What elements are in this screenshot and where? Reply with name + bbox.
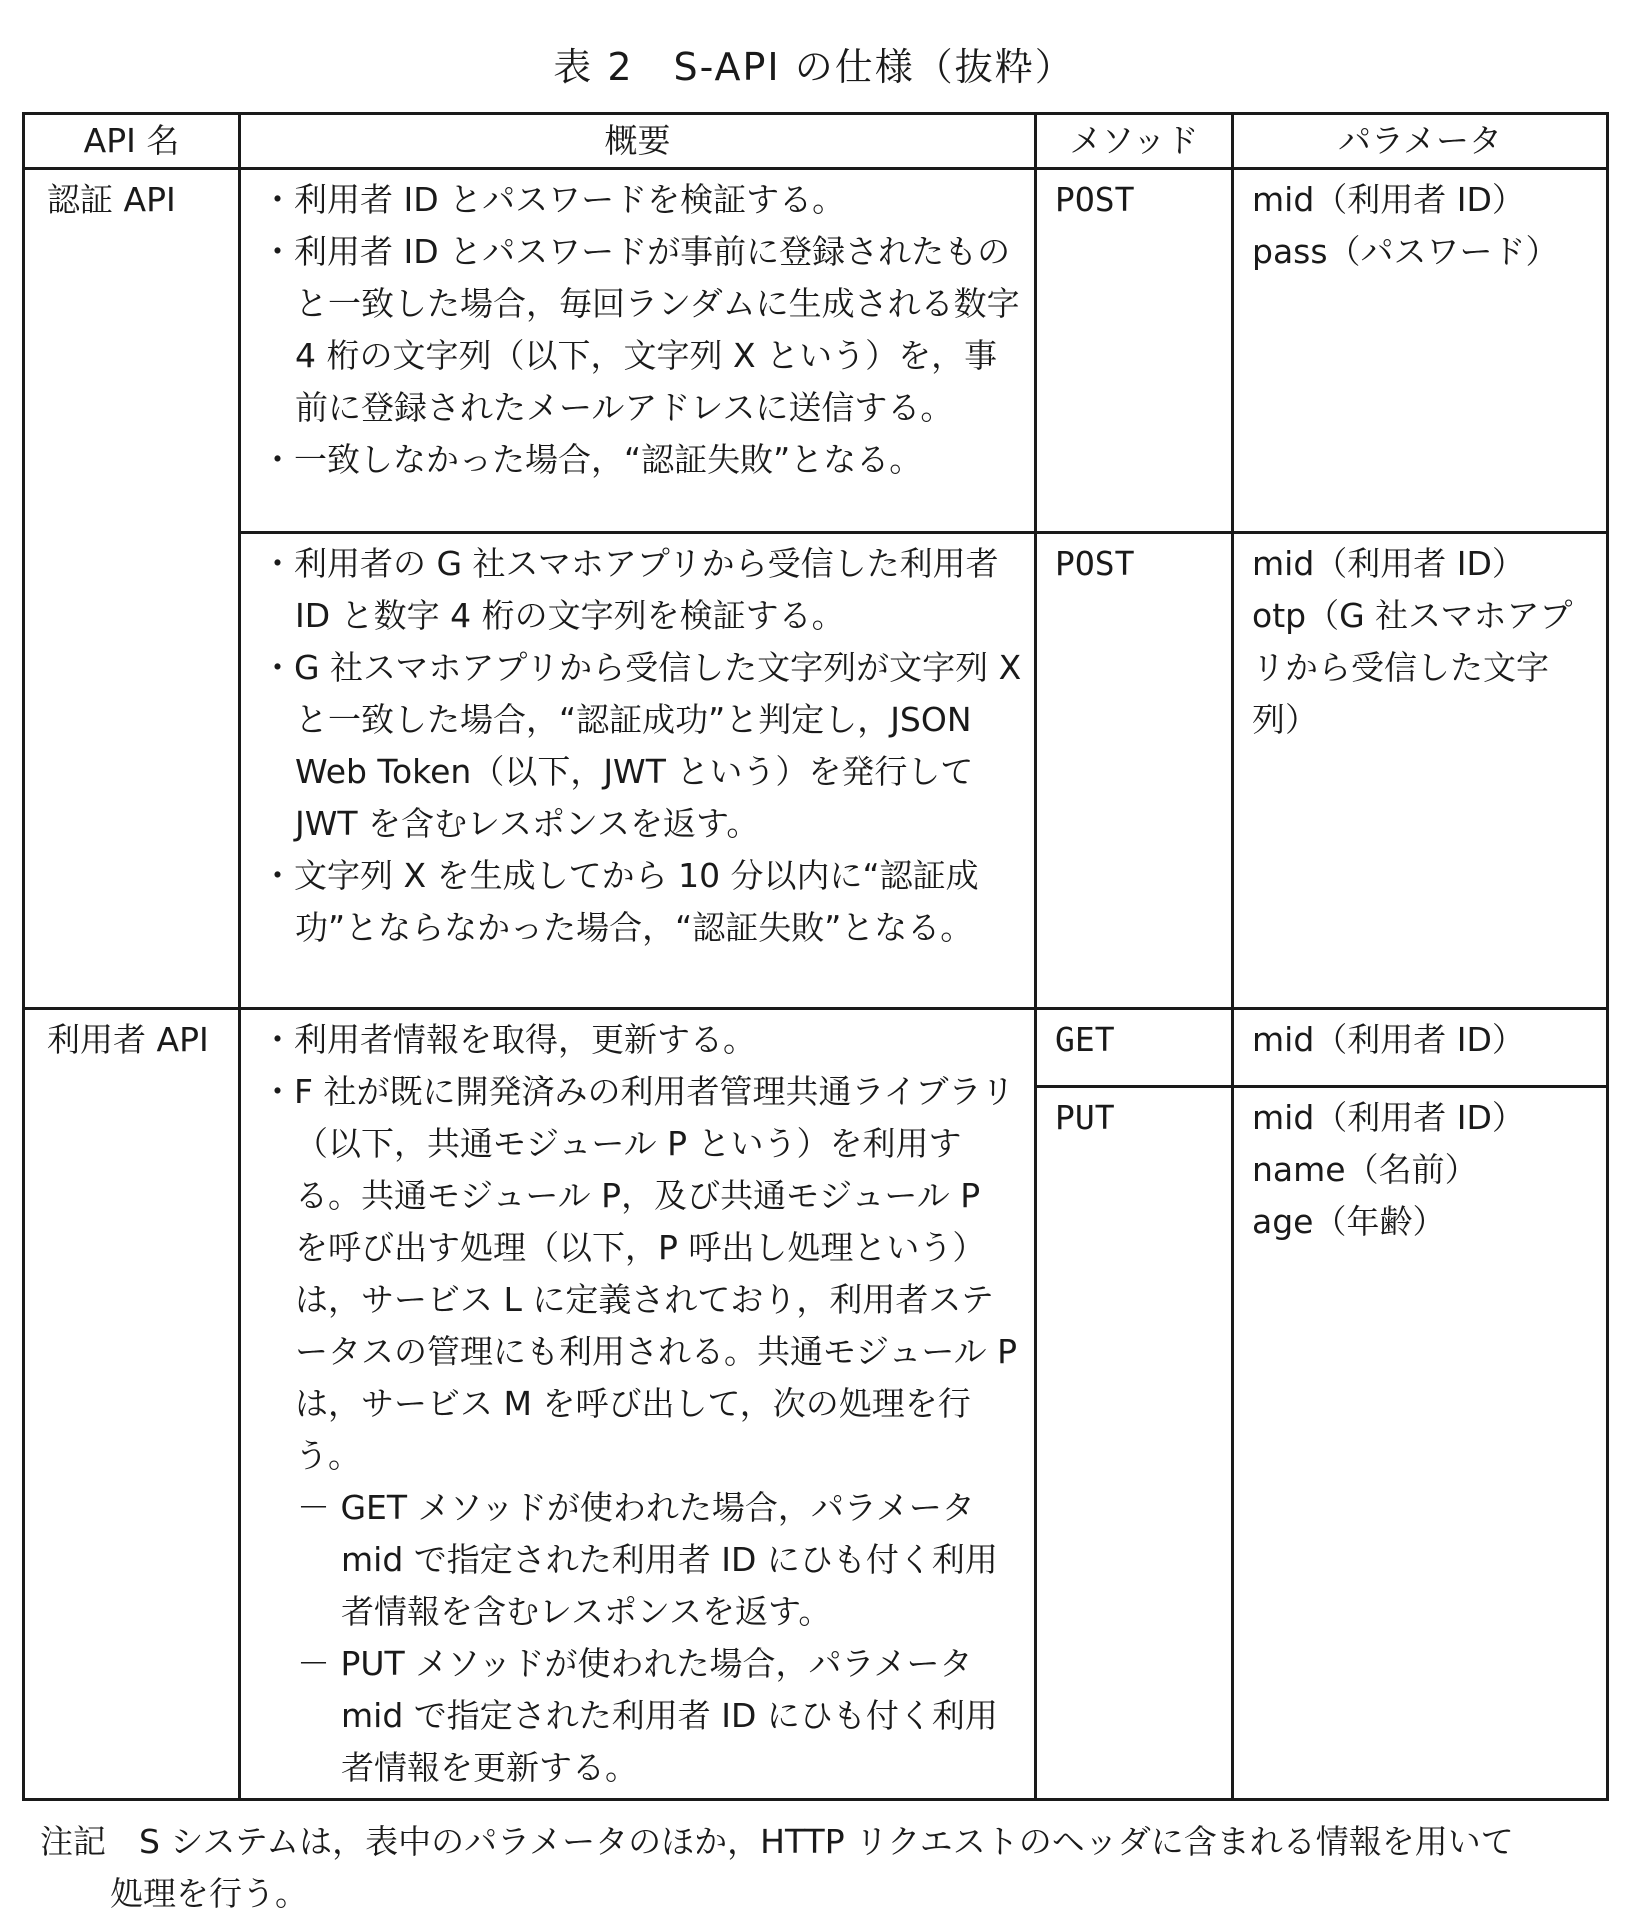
api-name-cell [24, 169, 240, 1009]
summary-bullet: ・文字列 X を生成してから 10 分以内に“認証成功”とならなかった場合，“認証失敗”となる。 [261, 856, 979, 947]
summary-bullet: ・一致しなかった場合，“認証失敗”となる。 [261, 440, 923, 479]
param-item: mid（利用者 ID） [1252, 544, 1525, 583]
param-item: mid（利用者 ID） [1252, 1020, 1525, 1059]
summary-sub-item: － PUT メソッドが使われた場合，パラメータ mid で指定された利用者 ID にひも付く利用者情報を更新する。 [297, 1644, 998, 1787]
params-cell [1233, 533, 1608, 1009]
param-item: mid（利用者 ID） [1252, 180, 1525, 219]
params-cell [1233, 169, 1608, 533]
table-title: 表 2 S-API の仕様（抜粋） [553, 45, 1075, 89]
param-item: name（名前） [1252, 1149, 1478, 1189]
note-line: 注記 S システムは，表中のパラメータのほか，HTTP リクエストのヘッダに含まれる情報を用いて [40, 1822, 1514, 1861]
summary-bullet: ・利用者の G 社スマホアプリから受信した利用者 ID と数字 4 桁の文字列を検証する。 [261, 544, 999, 635]
method-value: POST [1055, 180, 1135, 219]
param-item: age（年齢） [1252, 1201, 1446, 1241]
method-cell [1036, 1009, 1233, 1087]
table-row [24, 169, 1608, 533]
summary-cell [240, 1009, 1036, 1800]
summary-bullet: ・F 社が既に開発済みの利用者管理共通ライブラリ（以下，共通モジュール P という）を利用する。共通モジュール P，及び共通モジュール P を呼び出す処理（以下，P 呼出し処理という）は，サービス L に定義されており，利用者ステータスの管理にも利用される。共通モジュール P は，サービス M を呼び出して，次の処理を行う。 [261, 1072, 1018, 1475]
param-item: otp（G 社スマホアプリから受信した文字列） [1252, 596, 1573, 739]
note-line: 処理を行う。 [110, 1874, 308, 1913]
table-note [40, 1816, 1610, 1920]
summary-cell [240, 533, 1036, 1009]
param-item: mid（利用者 ID） [1252, 1097, 1525, 1137]
method-value: PUT [1055, 1097, 1115, 1137]
summary-bullet: ・利用者 ID とパスワードが事前に登録されたものと一致した場合，毎回ランダムに生成される数字 4 桁の文字列（以下，文字列 X という）を，事前に登録されたメールアドレスに送信する。 [261, 232, 1020, 427]
header-summary: 概要 [240, 114, 1036, 169]
param-item: pass（パスワード） [1252, 232, 1559, 271]
api-name-cell [24, 1009, 240, 1800]
method-value: GET [1055, 1020, 1115, 1059]
header-params: パラメータ [1233, 114, 1608, 169]
summary-sub-item: － GET メソッドが使われた場合，パラメータ mid で指定された利用者 ID にひも付く利用者情報を含むレスポンスを返す。 [297, 1488, 998, 1631]
header-method: メソッド [1036, 114, 1233, 169]
table-row [24, 1009, 1608, 1087]
params-cell [1233, 1009, 1608, 1087]
params-cell [1233, 1086, 1608, 1800]
table-header-row [24, 114, 1608, 169]
summary-bullet: ・G 社スマホアプリから受信した文字列が文字列 X と一致した場合，“認証成功”と判定し，JSON Web Token（以下，JWT という）を発行して JWT を含むレスポンスを返す。 [261, 648, 1022, 843]
method-cell [1036, 533, 1233, 1009]
summary-bullet: ・利用者情報を取得，更新する。 [261, 1020, 756, 1059]
table-row [24, 533, 1608, 1009]
api-name-auth: 認証 API [47, 180, 176, 219]
method-cell [1036, 169, 1233, 533]
api-spec-table [22, 112, 1609, 1801]
method-cell [1036, 1086, 1233, 1800]
method-value: POST [1055, 544, 1135, 583]
summary-cell [240, 169, 1036, 533]
api-name-user: 利用者 API [47, 1020, 209, 1059]
summary-bullet: ・利用者 ID とパスワードを検証する。 [261, 180, 846, 219]
header-api-name: API 名 [24, 114, 240, 169]
